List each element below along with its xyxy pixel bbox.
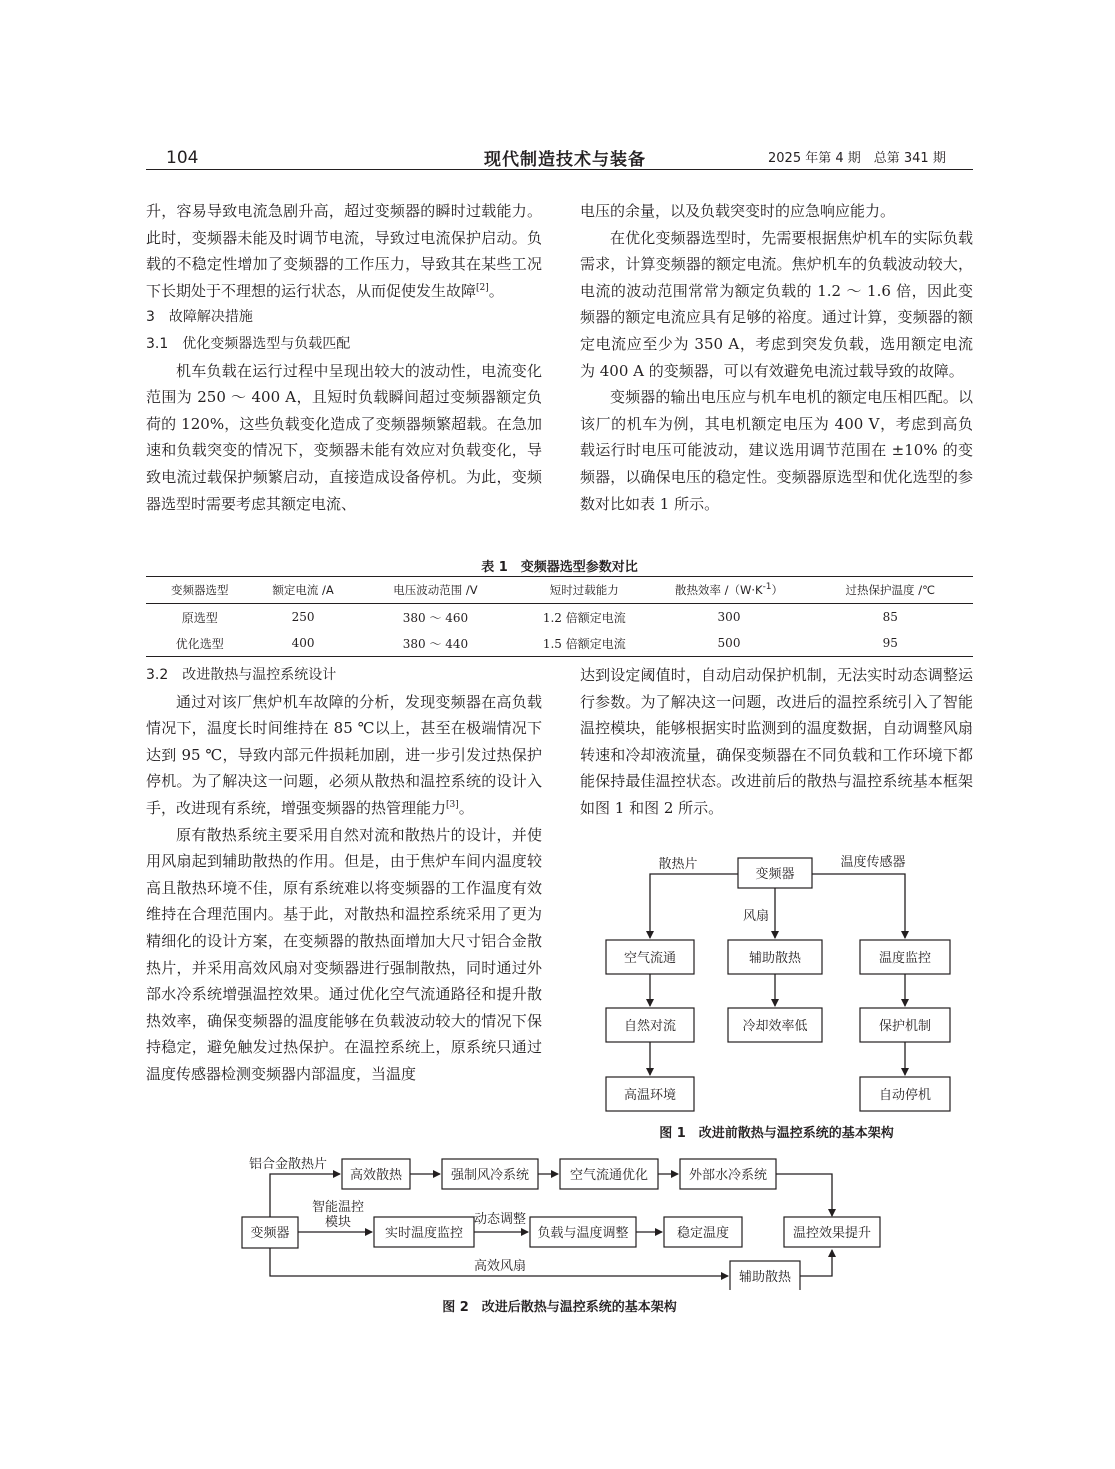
table-cell: 300 [717, 610, 741, 624]
node-natural-convection: 自然对流 [623, 1019, 677, 1034]
label-dynamic-adjust: 动态调整 [473, 1212, 527, 1227]
column-header: 变频器选型 [146, 577, 254, 604]
label-heatsink: 散热片 [658, 857, 698, 872]
citation: [3] [446, 799, 459, 810]
column-header: 过热保护温度 /℃ [808, 577, 973, 604]
node-load-temp-adjust: 负载与温度调整 [537, 1226, 629, 1241]
parameter-table [146, 576, 973, 657]
paragraph: 机车负载在运行过程中呈现出较大的波动性，电流变化范围为 250 ～ 400 A，且短时负载瞬间超过变频器额定负荷的 120%，这些负载变化造成了变频器频繁超载。在急加速和负载突变的情况下，变频器未能有效应对负载变化，导致电流过载保护频繁启动，直接造成设备停机。为此，变频器选型时需要考虑其额定电流、 [146, 361, 542, 513]
table-cell: 95 [808, 630, 973, 657]
node-realtime-monitor: 实时温度监控 [384, 1226, 464, 1241]
edge-arrow [776, 1174, 832, 1216]
figure-2-diagram [230, 1150, 890, 1290]
table-cell: 优化选型 [146, 630, 254, 657]
node-stable-temp: 稳定温度 [676, 1226, 730, 1241]
subsection-heading: 3.2 改进散热与温控系统设计 [146, 667, 337, 683]
node-water-cooling: 外部水冷系统 [688, 1168, 768, 1183]
table-row [146, 630, 973, 657]
node-inverter: 变频器 [250, 1226, 290, 1241]
figure-2-caption: 图 2 改进后散热与温控系统的基本架构 [442, 1300, 677, 1315]
paragraph: 原有散热系统主要采用自然对流和散热片的设计，并使用风扇起到辅助散热的作用。但是，由于焦炉车间内温度较高且散热环境不佳，原有系统难以将变频器的工作温度有效维持在合理范围内。基于此，对散热和温控系统采用了更为精细化的设计方案，在变频器的散热面增加大尺寸铝合金散热片，并采用高效风扇对变频器进行强制散热，同时通过外部水冷系统增强温控效果。通过优化空气流通路径和提升散热效率，确保变频器的温度能够在负载波动较大的情况下保持稳定，避免触发过热保护。在温控系统上，原系统只通过温度传感器检测变频器内部温度，当温度 [146, 825, 542, 1083]
table-caption: 表 1 变频器选型参数对比 [481, 560, 638, 575]
paragraph: 在优化变频器选型时，先需要根据焦炉机车的实际负载需求，计算变频器的额定电流。焦炉机车的负载波动较大，电流的波动范围常常为额定负载的 1.2 ～ 1.6 倍，因此变频器的额定电流应具有足够的裕度。通过计算，变频器的额定电流应至少为 350 A，考虑到突发负载，选用额定电流为 400 A 的变频器，可以有效避免电流过载导致的故障。 [580, 228, 973, 380]
right-column-bottom [580, 662, 973, 822]
column-header: 短时过载能力 [518, 577, 650, 604]
table-row [146, 604, 973, 631]
header-rule [146, 169, 973, 170]
table-cell: 1.5 倍额定电流 [518, 630, 650, 657]
edge-sensor [812, 874, 905, 938]
node-efficient-cooling: 高效散热 [349, 1168, 403, 1183]
paragraph: 达到设定阈值时，自动启动保护机制，无法实时动态调整运行参数。为了解决这一问题，改进后的温控系统引入了智能温控模块，能够根据实时监测到的温度数据，自动调整风扇转速和冷却液流量，确保变频器在不同负载和工作环境下都能保持最佳温控状态。改进前后的散热与温控系统基本框架如图 1 和图 2 所示。 [580, 666, 973, 817]
journal-title: 现代制造技术与装备 [484, 150, 646, 170]
table-cell: 1.2 倍额定电流 [542, 610, 626, 625]
table-cell: 85 [882, 610, 898, 624]
figure-1-caption: 图 1 改进前散热与温控系统的基本架构 [659, 1126, 894, 1141]
subsection-heading: 3.1 优化变频器选型与负载匹配 [146, 335, 351, 352]
table-cell: 380 ～ 460 [402, 610, 469, 625]
left-column-top [146, 198, 542, 517]
column-header: 散热效率 $/(W\cdot K^{-1})$ [650, 577, 807, 604]
paragraph: 电压的余量，以及负载突变时的应急响应能力。 [580, 202, 896, 220]
left-column-bottom [146, 662, 542, 1088]
node-auto-stop: 自动停机 [878, 1088, 932, 1103]
edge-heatsink [650, 874, 738, 938]
issue-info: 2025 年第 4 期 总第 341 期 [768, 151, 946, 166]
node-forced-air: 强制风冷系统 [450, 1168, 530, 1183]
node-temp-monitor: 温度监控 [878, 951, 932, 966]
node-aux-cooling: 辅助散热 [738, 1270, 792, 1285]
paragraph: 通过对该厂焦炉机车故障的分析，发现变频器在高负载情况下，温度长时间维持在 85 ℃以上，甚至在极端情况下达到 95 ℃，导致内部元件损耗加剧，进一步引发过热保护停机。为了解决这一问题，必须从散热和温控系统的设计入手，改进现有系统，增强变频器的热管理能力[3]。 [146, 692, 542, 817]
node-temp-control-improved: 温控效果提升 [792, 1226, 872, 1241]
node-airflow: 空气流通 [623, 951, 677, 966]
label-smart-module: 智能温控 [311, 1200, 365, 1215]
page-number: 104 [166, 148, 199, 168]
label-aluminum-heatsink: 铝合金散热片 [248, 1157, 328, 1172]
column-header: 额定电流 /A [254, 577, 353, 604]
paragraph: 升，容易导致电流急剧升高，超过变频器的瞬时过载能力。此时，变频器未能及时调节电流，导致过电流保护启动。负载的不稳定性增加了变频器的工作压力，导致其在某些工况下长期处于不理想的运行状态，从而促使发生故障[2]。 [146, 202, 542, 300]
label-smart-module-2: 模块 [324, 1215, 352, 1230]
label-efficient-fan: 高效风扇 [473, 1259, 527, 1274]
section-heading: 3 故障解决措施 [146, 309, 253, 326]
node-inverter: 变频器 [755, 867, 795, 882]
figure-1-diagram [590, 848, 970, 1118]
table-cell: 250 [291, 610, 315, 624]
right-column-top [580, 198, 973, 517]
label-fan: 风扇 [742, 909, 770, 924]
node-protection: 保护机制 [878, 1019, 932, 1034]
table-cell: 原选型 [181, 610, 218, 625]
column-header: 电压波动范围 /V [353, 577, 518, 604]
node-airflow-opt: 空气流通优化 [569, 1168, 649, 1183]
node-low-efficiency: 冷却效率低 [742, 1019, 808, 1034]
edge-arrow [800, 1250, 832, 1276]
paragraph: 变频器的输出电压应与机车电机的额定电压相匹配。以该厂的机车为例，其电机额定电压为 400 V，考虑到高负载运行时电压可能波动，建议选用调节范围在 ±10% 的变频器，以确保电压的稳定性。变频器原选型和优化选型的参数对比如表 1 所示。 [580, 388, 973, 513]
table-cell: 500 [650, 630, 807, 657]
node-high-temp-env: 高温环境 [623, 1088, 677, 1103]
table-header-row [146, 577, 973, 604]
citation: [2] [476, 282, 489, 293]
table-cell: 400 [254, 630, 353, 657]
node-aux-cooling: 辅助散热 [748, 951, 802, 966]
label-sensor: 温度传感器 [840, 855, 906, 870]
table-cell: 380 ～ 440 [353, 630, 518, 657]
